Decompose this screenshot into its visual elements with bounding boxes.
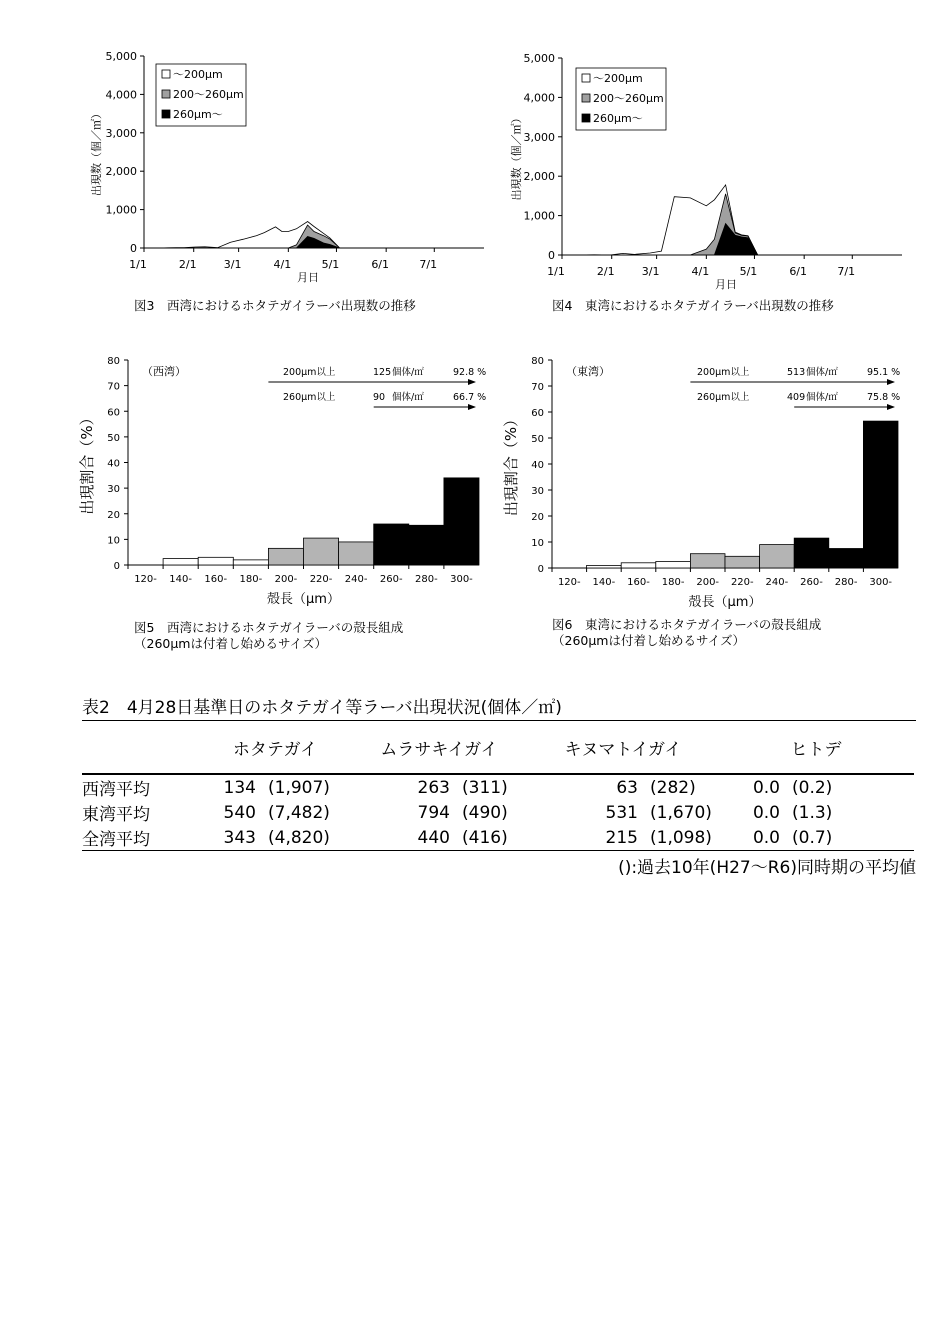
bar-260 (794, 538, 829, 568)
fig3-caption-text: 図3 西湾におけるホタテガイラーバ出現数の推移 (134, 298, 416, 313)
y-tick-label: 70 (531, 382, 544, 393)
east-bay-larvae-timeseries-chart (506, 46, 916, 291)
annotation-label: 200μm以上 (697, 367, 750, 378)
y-tick-label: 80 (107, 356, 120, 367)
x-tick-label: 6/1 (371, 258, 390, 271)
legend-label: ～200μm (593, 72, 643, 85)
x-tick-label: 7/1 (837, 265, 856, 278)
bar-220 (725, 556, 760, 568)
west-bay-shell-length-chart (70, 350, 490, 612)
cell-value: 0.0 (752, 777, 780, 798)
annotation-percent: 66.7 % (453, 392, 487, 403)
y-tick-label: 0 (130, 242, 137, 255)
fig5-caption-note: （260μmは付着し始めるサイズ） (134, 636, 327, 651)
x-tick-label: 5/1 (739, 265, 758, 278)
x-tick-label: 1/1 (547, 265, 565, 278)
cell (200, 825, 350, 851)
bar-160 (198, 557, 233, 565)
y-tick-label: 1,000 (105, 203, 137, 217)
cell (200, 800, 350, 825)
fig6-caption-text: 図6 東湾におけるホタテガイラーバの殻長組成 (552, 617, 822, 632)
fig5-caption-text: 図5 西湾におけるホタテガイラーバの殻長組成 (134, 620, 404, 635)
y-tick-label: 60 (107, 407, 120, 419)
cell-average: (1,670) (650, 802, 712, 823)
cell (200, 774, 350, 800)
x-tick-label: 5/1 (321, 258, 340, 271)
x-tick-label: 120- (134, 574, 157, 585)
table-title: 表2 4月28日基準日のホタテガイ等ラーバ出現状況(個体／㎡) (82, 696, 916, 721)
bar-240 (760, 545, 795, 568)
legend-swatch (582, 74, 590, 82)
bar-300 (444, 478, 479, 565)
cell-value: 63 (616, 777, 638, 798)
y-tick-label: 2,000 (523, 170, 555, 184)
bar-200 (268, 548, 303, 565)
bar-280 (409, 525, 444, 565)
cell-average: (7,482) (268, 802, 330, 823)
bar-280 (829, 549, 864, 569)
y-tick-label: 80 (531, 356, 544, 367)
x-tick-label: 200- (274, 574, 298, 585)
cell-average: (1,098) (650, 827, 712, 848)
y-tick-label: 40 (107, 458, 120, 470)
y-tick-label: 0 (548, 249, 555, 262)
annotation-count: 513 (787, 367, 806, 378)
x-axis-label: 殻長（μm） (267, 592, 340, 607)
cell (718, 800, 914, 825)
y-axis-label: 出現割合（%） (502, 411, 520, 517)
cell-value: 440 (417, 827, 450, 848)
y-tick-label: 40 (531, 460, 544, 471)
table-header-row (82, 721, 914, 774)
y-tick-label: 70 (107, 381, 120, 393)
cell-value: 794 (417, 802, 450, 823)
x-tick-label: 180- (661, 577, 685, 588)
table-row (82, 825, 914, 851)
legend-swatch (162, 90, 170, 98)
legend-label: ～200μm (173, 68, 223, 81)
table-note: ():過去10年(H27～R6)同時期の平均値 (618, 858, 916, 878)
cell-value: 0.0 (752, 802, 780, 823)
y-tick-label: 50 (107, 432, 120, 444)
y-tick-label: 60 (531, 408, 544, 419)
y-axis-label: 出現割合（%） (78, 410, 96, 515)
fig3-caption (134, 298, 416, 314)
x-tick-label: 160- (627, 577, 650, 588)
annotation-count: 90 (373, 392, 386, 403)
y-tick-label: 50 (531, 434, 544, 445)
bar-200 (690, 554, 725, 568)
annotation-count: 125 (373, 367, 392, 378)
y-tick-label: 20 (107, 509, 120, 521)
legend-swatch (582, 114, 590, 122)
cell-average: (416) (462, 827, 508, 848)
cell (718, 825, 914, 851)
legend-swatch (582, 94, 590, 102)
row-label: 東湾平均 (82, 805, 150, 825)
x-axis-label: 月日 (297, 271, 319, 284)
annotation-unit: 個体/㎡ (806, 367, 838, 378)
y-tick-label: 0 (113, 561, 120, 572)
cell-value: 343 (223, 827, 256, 848)
cell-average: (1.3) (792, 802, 833, 823)
legend-label: 260μm～ (593, 112, 643, 125)
legend-label: 200～260μm (173, 88, 244, 101)
legend (576, 68, 666, 130)
annotation-percent: 95.1 % (867, 367, 901, 378)
cell (528, 800, 718, 825)
table-row (82, 800, 914, 825)
cell-value: 215 (605, 827, 638, 848)
y-tick-label: 5,000 (523, 52, 555, 65)
header-hiatella: キヌマトイガイ (528, 721, 718, 774)
west-bay-larvae-timeseries-chart (86, 46, 496, 286)
annotation-percent: 75.8 % (867, 392, 901, 403)
annotation-label: 260μm以上 (283, 392, 336, 403)
y-tick-label: 0 (537, 564, 544, 575)
y-tick-label: 1,000 (523, 209, 555, 223)
x-tick-label: 260- (800, 577, 823, 588)
x-tick-label: 300- (450, 574, 473, 585)
y-tick-label: 2,000 (105, 165, 137, 179)
region-label: （東湾） (566, 365, 610, 378)
y-tick-label: 3,000 (105, 126, 137, 140)
header-blank (82, 721, 200, 774)
cell-value: 0.0 (752, 827, 780, 848)
y-tick-label: 20 (531, 512, 544, 523)
y-tick-label: 10 (107, 535, 120, 547)
fig6-caption-note: （260μmは付着し始めるサイズ） (552, 633, 745, 648)
x-tick-label: 280- (834, 577, 858, 588)
x-tick-label: 2/1 (596, 265, 615, 278)
cell-average: (4,820) (268, 827, 330, 848)
cell-average: (311) (462, 777, 508, 798)
x-tick-label: 260- (379, 574, 403, 585)
cell (528, 774, 718, 800)
annotation-percent: 92.8 % (453, 367, 487, 378)
y-tick-label: 30 (531, 486, 544, 497)
x-tick-label: 240- (344, 574, 368, 585)
x-axis-label: 月日 (715, 278, 737, 291)
bar-180 (656, 562, 691, 569)
cell-average: (0.7) (792, 827, 833, 848)
series-area-0 (144, 237, 481, 249)
cell (350, 774, 528, 800)
annotation-label: 260μm以上 (697, 392, 750, 403)
y-axis-label: 出現数（個／㎡） (510, 112, 523, 201)
x-tick-label: 160- (204, 574, 228, 585)
x-tick-label: 180- (239, 574, 263, 585)
x-axis-label: 殻長（μm） (688, 595, 762, 610)
y-tick-label: 10 (531, 538, 544, 549)
bar-140 (163, 559, 198, 565)
x-tick-label: 220- (309, 574, 333, 585)
larvae-table (82, 721, 914, 851)
row-label: 西湾平均 (82, 780, 150, 800)
annotation-unit: 個体/㎡ (806, 392, 838, 403)
east-bay-shell-length-chart (494, 350, 914, 614)
bar-160 (621, 563, 656, 568)
cell-value: 540 (223, 802, 256, 823)
table-row (82, 774, 914, 800)
legend-swatch (162, 70, 170, 78)
x-tick-label: 300- (869, 577, 893, 588)
annotation-unit: 個体/㎡ (392, 367, 424, 378)
x-tick-label: 2/1 (178, 258, 197, 271)
y-tick-label: 30 (107, 484, 120, 496)
cell-average: (1,907) (268, 777, 330, 798)
annotation-unit: 個体/㎡ (392, 392, 424, 403)
region-label: （西湾） (142, 365, 186, 378)
bar-240 (339, 542, 374, 565)
header-starfish: ヒトデ (718, 721, 914, 774)
cell-average: (490) (462, 802, 508, 823)
bar-260 (374, 524, 409, 565)
legend-label: 260μm～ (173, 108, 223, 121)
legend-label: 200～260μm (593, 92, 664, 105)
y-tick-label: 3,000 (523, 130, 555, 144)
y-axis-label: 出現数（個／㎡） (90, 108, 103, 196)
y-tick-label: 5,000 (105, 50, 137, 63)
bar-140 (587, 565, 622, 568)
x-tick-label: 240- (765, 577, 789, 588)
cell-value: 531 (605, 802, 638, 823)
cell (718, 774, 914, 800)
cell (350, 825, 528, 851)
x-tick-label: 220- (730, 577, 754, 588)
x-tick-label: 3/1 (641, 265, 660, 278)
x-tick-label: 200- (696, 577, 720, 588)
x-tick-label: 140- (169, 574, 193, 585)
legend-swatch (162, 110, 170, 118)
x-tick-label: 7/1 (419, 258, 438, 271)
x-tick-label: 120- (557, 577, 581, 588)
legend (156, 64, 246, 126)
x-tick-label: 4/1 (691, 265, 710, 278)
cell (528, 825, 718, 851)
larvae-table-section (82, 696, 916, 878)
cell-average: (282) (650, 777, 696, 798)
x-tick-label: 140- (592, 577, 616, 588)
x-tick-label: 280- (414, 574, 438, 585)
cell-value: 134 (223, 777, 256, 798)
header-mussel: ムラサキイガイ (350, 721, 528, 774)
bar-180 (233, 560, 268, 565)
cell (350, 800, 528, 825)
cell-value: 263 (417, 777, 450, 798)
bar-220 (304, 538, 339, 565)
x-tick-label: 3/1 (223, 258, 242, 271)
x-tick-label: 6/1 (789, 265, 808, 278)
row-label: 全湾平均 (82, 825, 200, 851)
fig6-caption (552, 617, 821, 649)
fig4-caption-text: 図4 東湾におけるホタテガイラーバ出現数の推移 (552, 298, 834, 313)
cell-average: (0.2) (792, 777, 833, 798)
y-tick-label: 4,000 (105, 88, 137, 102)
fig4-caption (552, 298, 834, 314)
x-tick-label: 4/1 (273, 258, 292, 271)
annotation-count: 409 (787, 392, 806, 403)
header-scallop: ホタテガイ (200, 721, 350, 774)
annotation-label: 200μm以上 (283, 367, 336, 378)
bar-300 (863, 421, 898, 568)
y-tick-label: 4,000 (523, 91, 555, 105)
fig5-caption (134, 620, 403, 652)
x-tick-label: 1/1 (129, 258, 147, 271)
